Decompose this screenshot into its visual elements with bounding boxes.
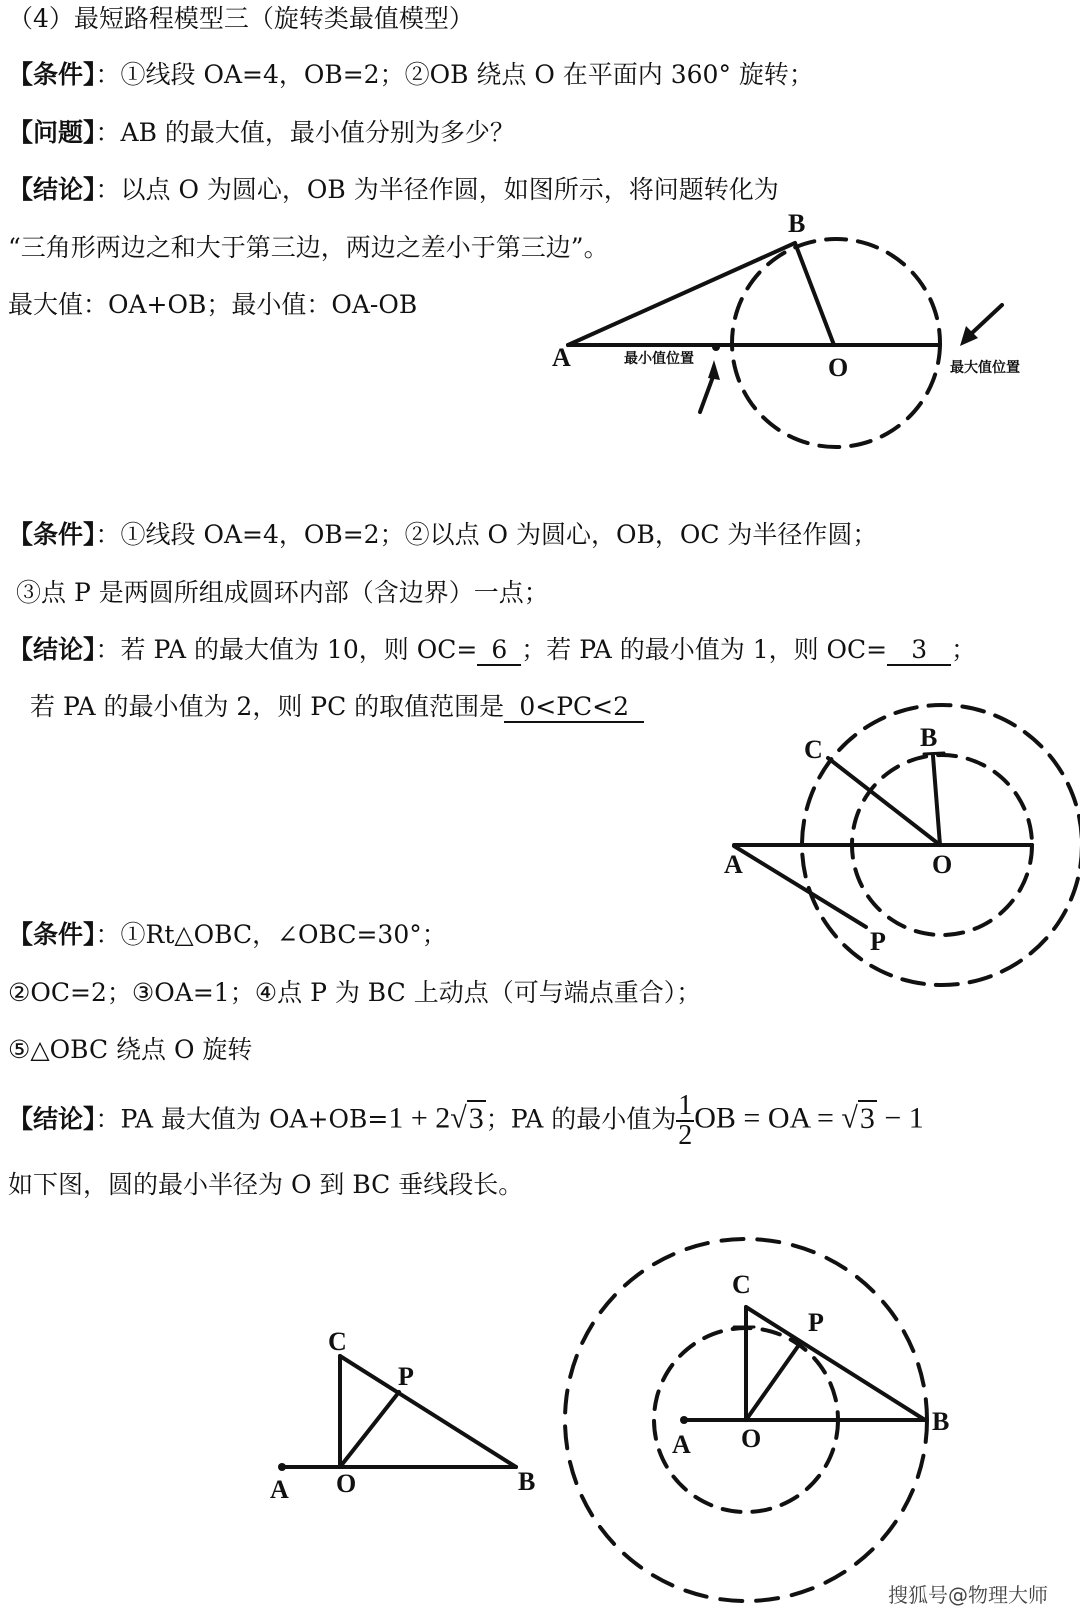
fig1-label-b: B [788, 209, 806, 238]
conclusion-tag: 【结论】 [8, 635, 96, 664]
min-expr-radicand: 3 [859, 1101, 875, 1135]
question-text: ：AB 的最大值，最小值分别为多少？ [95, 118, 515, 147]
conclusion-tag: 【结论】 [8, 175, 96, 204]
section3-condition-line2: ②OC=2；③OA=1；④点 P 为 BC 上动点（可与端点重合）； [8, 978, 702, 1007]
fraction-denominator: 2 [678, 1120, 693, 1151]
min-expression: OB = OA = √3 − 1 [694, 1101, 924, 1135]
min-expr-tail: − 1 [876, 1101, 924, 1135]
conclusion-text-b: ；若 PA 的最小值为 1，则 OC= [521, 635, 888, 664]
fig3r-label-a: A [672, 1430, 691, 1459]
fig1-label-max-position: 最大值位置 [950, 360, 1020, 376]
segment-cb [746, 1307, 925, 1420]
condition-text: ：①线段 OA=4，OB=2；②以点 O 为圆心，OB，OC 为半径作圆； [95, 520, 878, 549]
figure-3-left [278, 1356, 516, 1471]
conclusion-text-a: ：若 PA 的最大值为 10，则 OC= [95, 635, 478, 664]
min-arrow [700, 374, 714, 412]
min-arrowhead [708, 360, 720, 380]
segment-ab [568, 243, 795, 345]
watermark: 搜狐号@物理大师 [888, 1583, 1048, 1607]
figure-1 [568, 239, 1002, 447]
segment-ob [933, 756, 940, 845]
point-a [278, 1463, 286, 1471]
fig1-label-o: O [828, 353, 849, 382]
question-tag: 【问题】 [8, 118, 96, 147]
fig3r-label-b: B [932, 1407, 950, 1436]
max-expression: 1 + 2√3 [388, 1101, 484, 1135]
conclusion-text-d: 若 PA 的最小值为 2，则 PC 的取值范围是 [30, 692, 505, 721]
condition-text: ：①Rt△OBC，∠OBC=30°； [95, 920, 447, 949]
condition-tag: 【条件】 [8, 520, 96, 549]
fig2-label-b: B [920, 723, 938, 752]
fig2-label-a: A [724, 850, 743, 879]
fig3l-label-a: A [270, 1475, 289, 1504]
conclusion-text: ：以点 O 为圆心，OB 为半径作圆，如图所示，将问题转化为 [95, 175, 779, 204]
answer-blank-2: 3 [887, 636, 951, 666]
point-a [680, 1416, 688, 1424]
condition-tag: 【条件】 [8, 920, 96, 949]
section1-title: （4）最短路程模型三（旋转类最值模型） [8, 4, 474, 33]
max-expr-radicand: 3 [468, 1101, 484, 1135]
condition-tag: 【条件】 [8, 60, 96, 89]
segment-ob [795, 243, 834, 345]
fig3r-label-p: P [808, 1308, 824, 1337]
condition-text: ：①线段 OA=4，OB=2；②OB 绕点 O 在平面内 360° 旋转； [95, 60, 814, 89]
answer-blank-1: 6 [477, 636, 521, 666]
max-arrow [972, 305, 1002, 333]
fig1-label-a: A [552, 343, 571, 372]
section3-condition-line3: ⑤△OBC 绕点 O 旋转 [8, 1035, 253, 1064]
fig3l-label-b: B [518, 1467, 536, 1496]
max-expr-coef: 1 + 2 [388, 1101, 451, 1135]
tick-b [924, 753, 944, 754]
segment-oc [828, 758, 940, 845]
fraction-numerator: 1 [678, 1090, 693, 1121]
conclusion-tag: 【结论】 [8, 1104, 96, 1134]
segment-op [746, 1342, 801, 1420]
fig3l-label-p: P [398, 1362, 414, 1391]
fig2-label-p: P [870, 927, 886, 956]
fig2-label-o: O [932, 850, 953, 879]
conclusion-text-c: ； [951, 635, 977, 664]
conclusion-text-b: ；PA 的最小值为 [485, 1104, 677, 1134]
fig3l-label-c: C [328, 1327, 347, 1356]
section3-note: 如下图，圆的最小半径为 O 到 BC 垂线段长。 [8, 1170, 524, 1199]
fig3r-label-c: C [732, 1270, 751, 1299]
segment-ap [734, 846, 866, 927]
conclusion-text-a: ：PA 最大值为 OA+OB= [95, 1104, 389, 1134]
segment-op [340, 1392, 399, 1467]
min-expr-text: OB = OA = [694, 1101, 842, 1135]
section1-maxmin: 最大值：OA+OB；最小值：OA-OB [8, 290, 418, 319]
answer-blank-3: 0<PC<2 [504, 693, 644, 723]
fig1-label-min-position: 最小值位置 [624, 351, 694, 367]
section1-conclusion-line2: “三角形两边之和大于第三边，两边之差小于第三边”。 [8, 233, 609, 262]
min-point [712, 343, 720, 351]
section2-condition-line2: ③点 P 是两圆所组成圆环内部（含边界）一点； [16, 578, 549, 607]
fig2-label-c: C [804, 735, 823, 764]
figure-2 [734, 705, 1080, 985]
segment-cb [340, 1356, 516, 1467]
fig3r-label-o: O [741, 1424, 762, 1453]
fig3l-label-o: O [336, 1469, 357, 1498]
